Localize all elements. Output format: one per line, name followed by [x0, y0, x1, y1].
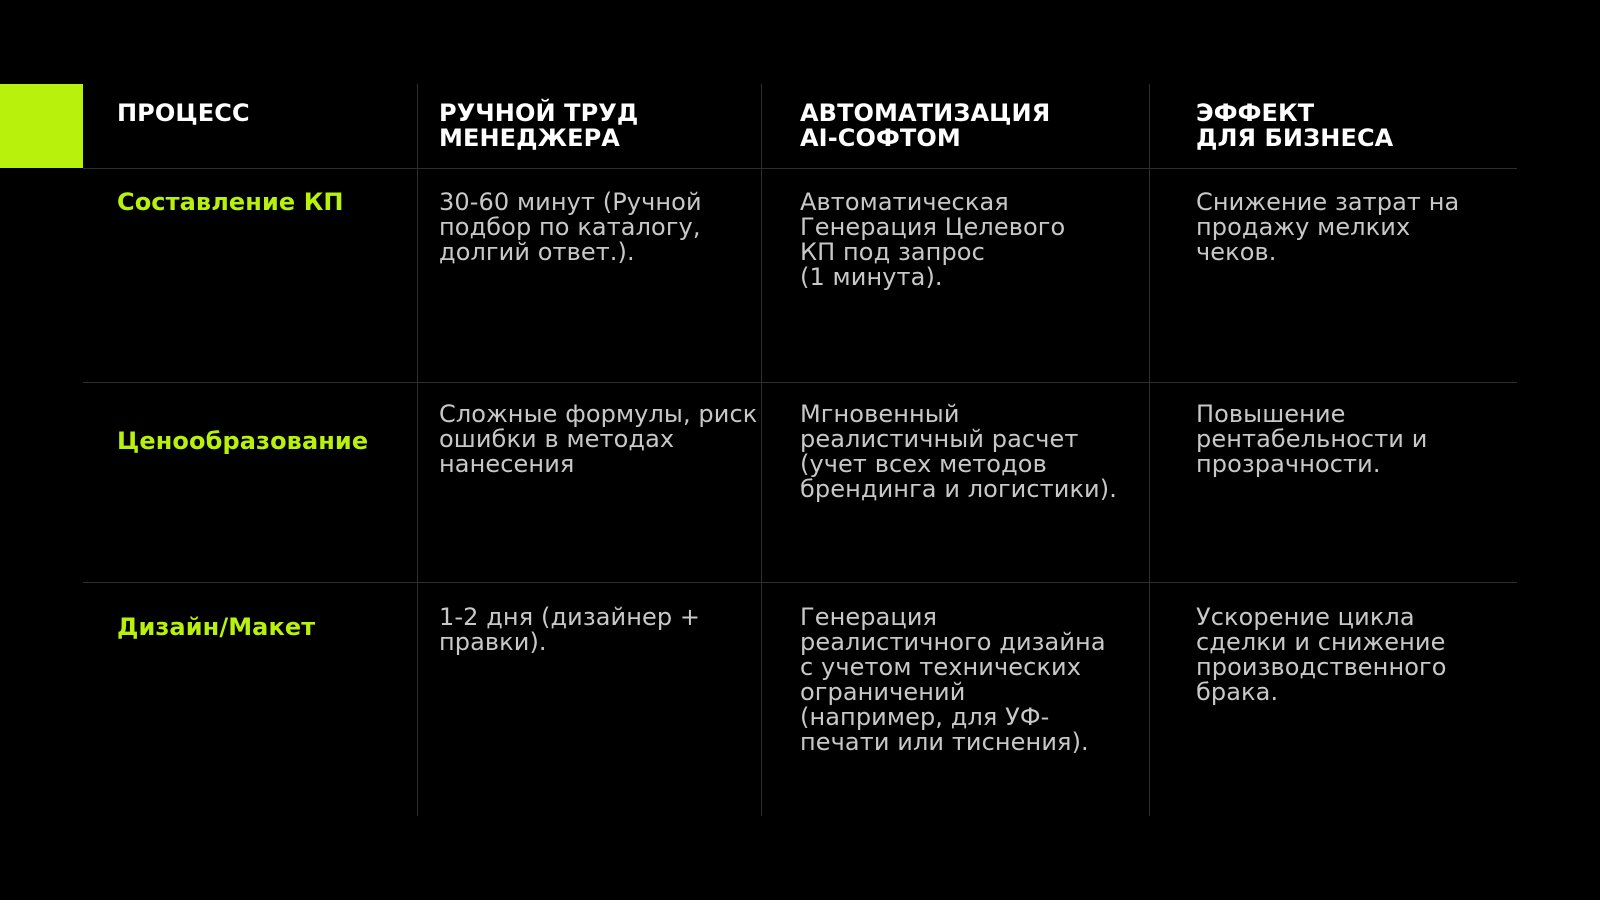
row-divider: [83, 582, 1517, 583]
row-divider: [83, 168, 1517, 169]
header-business-effect: ЭФФЕКТ ДЛЯ БИЗНЕСА: [1196, 99, 1394, 152]
column-divider: [417, 84, 418, 816]
row-process-proposal: Составление КП: [117, 188, 344, 216]
header-ai-automation: АВТОМАТИЗАЦИЯ AI-СОФТОМ: [800, 99, 1051, 152]
row-divider: [83, 382, 1517, 383]
row-automation-cell: Автоматическая Генерация Целевого КП под запрос (1 минута).: [800, 188, 1066, 291]
row-manual-cell: Сложные формулы, риск ошибки в методах нанесения: [439, 400, 758, 478]
row-automation-cell: Генерация реалистичного дизайна с учетом технических ограничений (например, для УФ- печати или тиснения).: [800, 603, 1106, 756]
row-manual-cell: 30-60 минут (Ручной подбор по каталогу, долгий ответ.).: [439, 188, 702, 266]
row-process-pricing: Ценообразование: [117, 427, 369, 455]
column-divider: [1149, 84, 1150, 816]
row-process-design: Дизайн/Макет: [117, 613, 316, 641]
row-effect-cell: Ускорение цикла сделки и снижение производственного брака.: [1196, 603, 1447, 706]
comparison-table: [83, 84, 1517, 816]
row-manual-cell: 1-2 дня (дизайнер + правки).: [439, 603, 701, 656]
row-effect-cell: Снижение затрат на продажу мелких чеков.: [1196, 188, 1460, 266]
header-manual-labor: РУЧНОЙ ТРУД МЕНЕДЖЕРА: [439, 99, 639, 152]
column-divider: [761, 84, 762, 816]
accent-block: [0, 84, 83, 168]
row-automation-cell: Мгновенный реалистичный расчет (учет всех методов брендинга и логистики).: [800, 400, 1117, 503]
header-process: ПРОЦЕСС: [117, 99, 250, 127]
row-effect-cell: Повышение рентабельности и прозрачности.: [1196, 400, 1428, 478]
